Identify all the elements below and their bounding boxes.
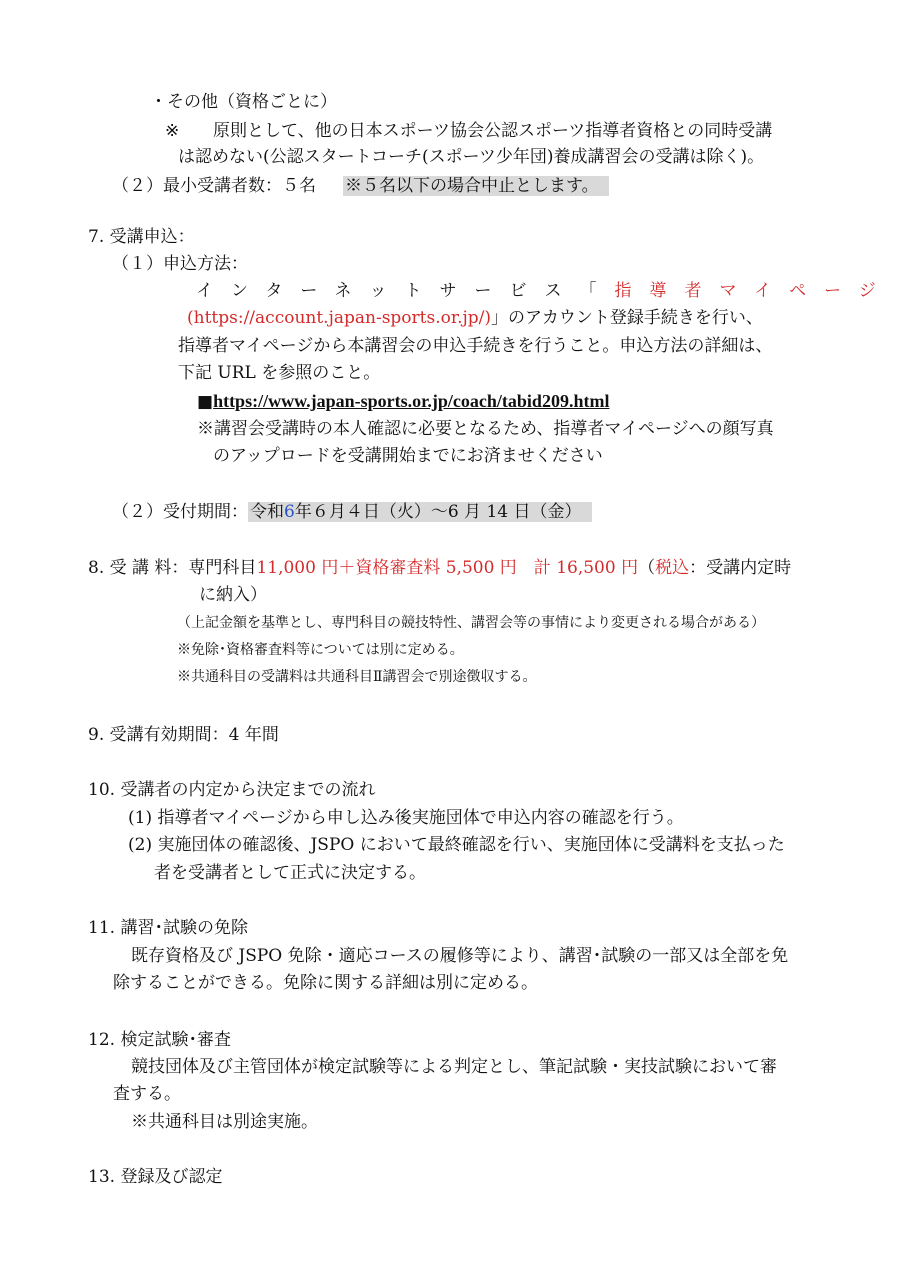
- text-line: に納入）: [199, 585, 267, 605]
- section-11-title: 11. 講習･試験の免除: [88, 918, 248, 938]
- section-10-title: 10. 受講者の内定から決定までの流れ: [88, 780, 376, 800]
- section-8-title: 8. 受 講 料：専門科目11,000 円＋資格審査料 5,500 円 計 16,500 円（税込：受講内定時: [88, 558, 792, 578]
- coach-url-line: [197, 389, 609, 414]
- mypage-name: 指導者マイページ: [614, 281, 894, 301]
- min-attendees-label: （２）最小受講者数：５名: [112, 176, 316, 196]
- text-line: 者を受講者として正式に決定する。: [154, 863, 426, 883]
- text-line: 下記 URL を参照のこと。: [178, 363, 381, 383]
- text-line: 除することができる。免除に関する詳細は別に定める。: [113, 973, 538, 993]
- account-url: (https://account.japan-sports.or.jp/): [187, 308, 492, 328]
- min-attendees-note: ※５名以下の場合中止とします。: [343, 174, 609, 198]
- section-12-title: 12. 検定試験･審査: [88, 1030, 231, 1050]
- text-line: のアップロードを受講開始までにお済ませください: [213, 446, 603, 466]
- text-line: (https://account.japan-sports.or.jp/)」のアカウント登録手続きを行い、: [187, 308, 763, 328]
- text-line: ※共通科目は別途実施。: [131, 1112, 318, 1132]
- text-line: は認めない(公認スタートコーチ(スポーツ少年団)養成講習会の受講は除く)。: [178, 147, 765, 167]
- fee-note: ※共通科目の受講料は共通科目Ⅱ講習会で別途徴収する。: [177, 669, 537, 685]
- text-line: インターネットサービス「指導者マイページ: [196, 281, 894, 301]
- note-mark: ※: [165, 121, 180, 141]
- text-line: 原則として、他の日本スポーツ協会公認スポーツ指導者資格との同時受講: [213, 121, 773, 141]
- text-line: ・その他（資格ごとに）: [150, 92, 337, 112]
- fee-amount: 11,000 円＋資格審査料 5,500 円 計 16,500 円: [256, 558, 639, 578]
- section-7-title: 7. 受講申込：: [88, 227, 195, 247]
- text-line: (1) 指導者マイページから申し込み後実施団体で申込内容の確認を行う。: [128, 808, 684, 828]
- fee-note: （上記金額を基準とし、専門科目の競技特性、講習会等の事情により変更される場合がある）: [177, 615, 765, 631]
- text-line: 競技団体及び主管団体が検定試験等による判定とし、筆記試験・実技試験において審: [131, 1057, 777, 1077]
- text-line: (2) 実施団体の確認後、JSPO において最終確認を行い、実施団体に受講料を支払った: [128, 835, 785, 855]
- text-line: 指導者マイページから本講習会の申込手続きを行うこと。申込方法の詳細は、: [178, 336, 773, 356]
- fee-note: ※免除･資格審査料等については別に定める。: [177, 642, 464, 658]
- text-line: 査する。: [113, 1084, 181, 1104]
- section-13-title: 13. 登録及び認定: [88, 1167, 223, 1187]
- coach-url-link[interactable]: https://www.japan-sports.or.jp/coach/tabid209.html: [213, 391, 610, 411]
- section-7-1-label: （１）申込方法：: [112, 254, 248, 274]
- section-7-2: （２）受付期間： 令和6年６月４日（火）～6 月 14 日（金）: [112, 500, 592, 524]
- text-line: ※講習会受講時の本人確認に必要となるため、指導者マイページへの顔写真: [197, 419, 774, 439]
- year-number: 6: [284, 502, 295, 522]
- section-9: 9. 受講有効期間：4 年間: [88, 725, 279, 745]
- square-bullet-icon: ■: [197, 392, 214, 412]
- text-line: 既存資格及び JSPO 免除・適応コースの履修等により、講習･試験の一部又は全部を免: [131, 946, 789, 966]
- tax-included: 税込: [655, 558, 690, 578]
